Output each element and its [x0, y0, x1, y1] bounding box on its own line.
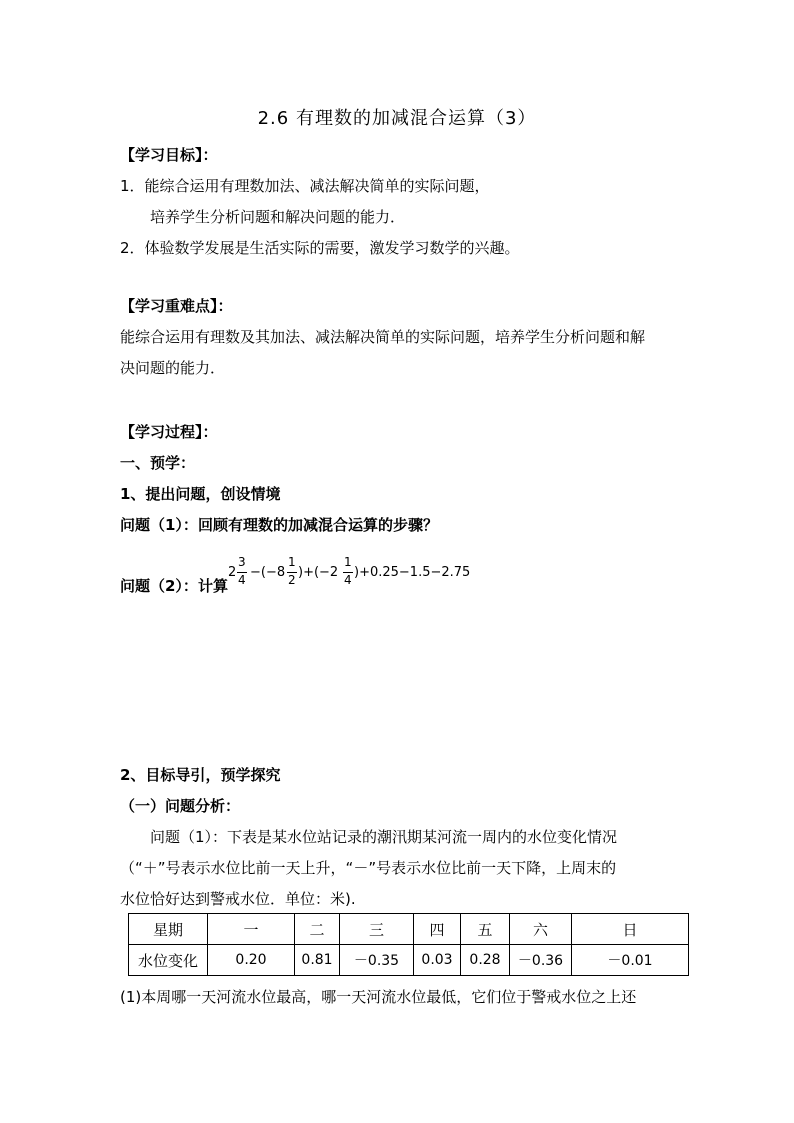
- table-cell: 四: [414, 914, 461, 945]
- table-cell: 0.28: [461, 945, 510, 976]
- section-2: 2、目标导引，预学探究: [120, 766, 281, 784]
- key-points-text-2: 决问题的能力．: [120, 359, 226, 377]
- table-row: [129, 945, 689, 976]
- table-cell: 星期: [129, 914, 208, 945]
- table-cell: －0.36: [510, 945, 572, 976]
- table-cell: 水位变化: [129, 945, 208, 976]
- water-level-table: [128, 913, 689, 976]
- table-cell: 六: [510, 914, 572, 945]
- table-cell: 0.03: [414, 945, 461, 976]
- table-cell: 日: [572, 914, 689, 945]
- fraction-3-denominator: 4: [344, 573, 352, 587]
- table-cell: 三: [340, 914, 414, 945]
- table-cell: 一: [208, 914, 295, 945]
- problem-1-text-c: 水位恰好达到警戒水位．单位：米).: [120, 890, 356, 908]
- question-1: 问题（1）：回顾有理数的加减混合运算的步骤？: [120, 516, 438, 534]
- table-cell: 0.81: [295, 945, 340, 976]
- table-cell: －0.35: [340, 945, 414, 976]
- fraction-2-numerator: 1: [288, 555, 296, 569]
- section-1-1: 1、提出问题，创设情境: [120, 485, 281, 503]
- question-last: (1)本周哪一天河流水位最高，哪一天河流水位最低，它们位于警戒水位之上还: [120, 988, 637, 1006]
- goal-1: 1．能综合运用有理数加法、减法解决简单的实际问题，: [120, 177, 490, 195]
- table-cell: 0.20: [208, 945, 295, 976]
- operator-1: −(−8: [250, 565, 286, 580]
- table-cell: 二: [295, 914, 340, 945]
- goal-1-continued: 培养学生分析问题和解决问题的能力．: [150, 208, 406, 226]
- goals-heading: 【学习目标】：: [120, 146, 218, 164]
- fraction-2-denominator: 2: [288, 573, 296, 587]
- section-preview: 一、预学：: [120, 454, 196, 472]
- process-heading: 【学习过程】：: [120, 423, 218, 441]
- key-points-heading: 【学习重难点】：: [120, 297, 233, 315]
- fraction-1-numerator: 3: [238, 555, 246, 569]
- table-cell: 五: [461, 914, 510, 945]
- whole-number: 2: [228, 565, 237, 580]
- key-points-text-1: 能综合运用有理数及其加法、减法解决简单的实际问题，培养学生分析问题和解: [120, 328, 646, 346]
- operator-2: )+(−2: [298, 565, 339, 580]
- table-header-row: [129, 914, 689, 945]
- page-title: 2.6 有理数的加减混合运算（3）: [257, 108, 537, 129]
- problem-1-text-a-content: 问题（1）：下表是某水位站记录的潮汛期某河流一周内的水位变化情况: [150, 828, 618, 846]
- fraction-3-numerator: 1: [344, 555, 352, 569]
- subsection-analysis: （一）问题分析：: [120, 797, 241, 815]
- goal-2: 2．体验数学发展是生活实际的需要，激发学习数学的兴趣。: [120, 239, 520, 257]
- table-cell: －0.01: [572, 945, 689, 976]
- problem-1-text-b: （“＋”号表示水位比前一天上升，“－”号表示水位比前一天下降，上周末的: [120, 859, 617, 877]
- fraction-1-denominator: 4: [238, 573, 246, 587]
- problem-1-text-a: [150, 827, 617, 847]
- operator-3: )+0.25−1.5−2.75: [354, 565, 471, 580]
- question-2: 问题（2）：计算: [120, 577, 228, 595]
